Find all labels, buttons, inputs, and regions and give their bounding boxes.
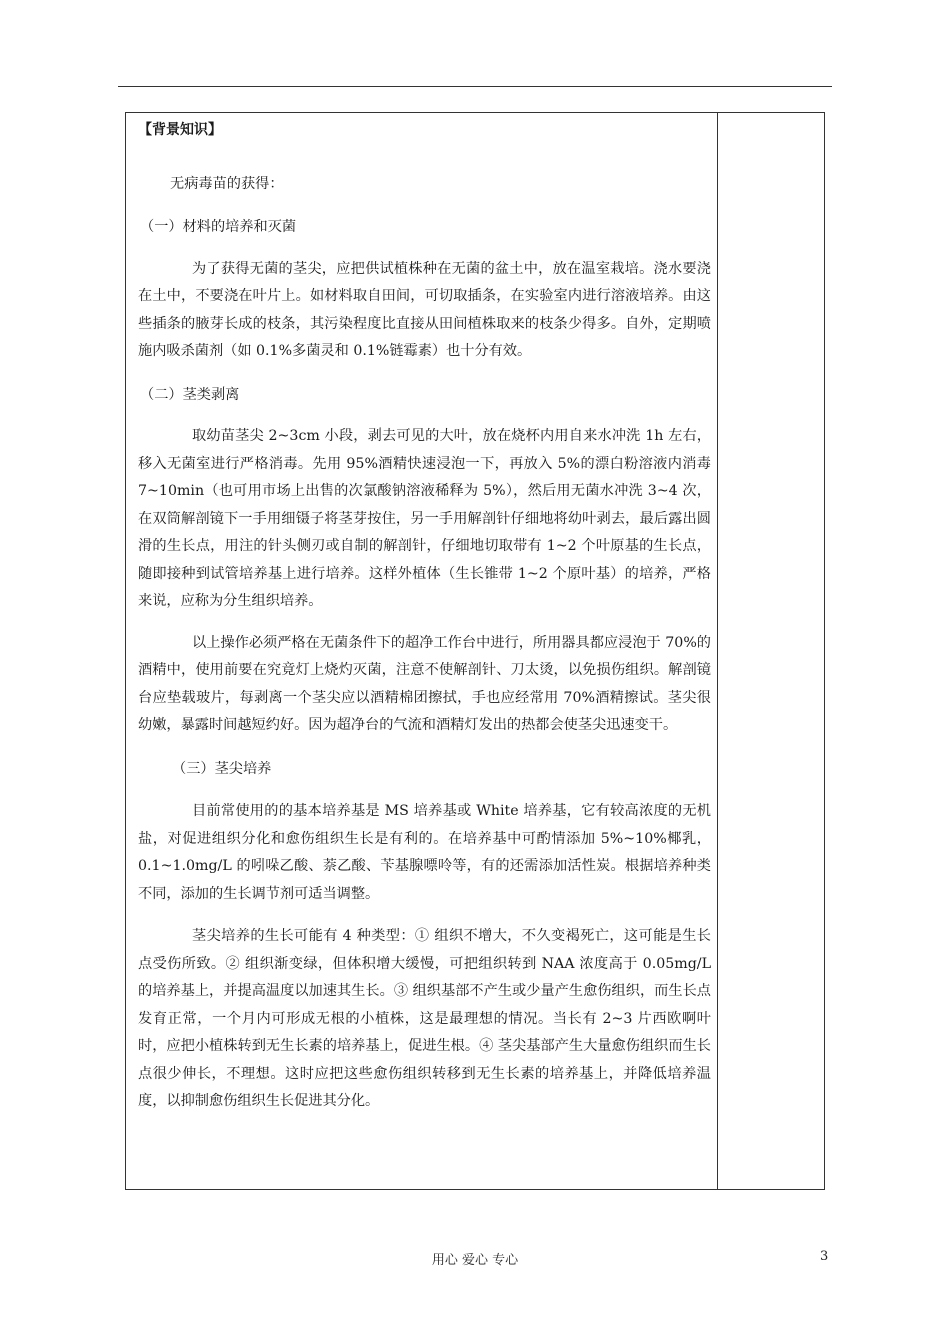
main-cell — [138, 113, 711, 1116]
footer-slogan: 用心 爱心 专心 — [431, 1253, 519, 1268]
intro-line: 无病毒苗的获得： — [170, 175, 284, 192]
column-divider — [717, 113, 718, 1189]
section3-paragraph-2: 茎尖培养的生长可能有 4 种类型：① 组织不增大，不久变褐死亡，这可能是生长点受伤所致。② 组织渐变绿，但体积增大缓慢，可把组织转到 NAA 浓度高于 0.05mg/L 的培养基上，并提高温度以加速其生长。③ 组织基部不产生或少量产生愈伤组织，而生长点发育正常，一个月内可形成无根的小植株，这是最理想的情况。当长有 2~3 片西欧啊叶时，应把小植株转到无生长素的培养基上，促进生根。④ 茎尖基部产生大量愈伤组织而生长点很少伸长，不理想。这时应把这些愈伤组织转移到无生长素的培养基上，并降低培养温度，以抑制愈伤组织生长促进其分化。 — [138, 928, 711, 1109]
section2-paragraph-1: 取幼苗茎尖 2~3cm 小段，剥去可见的大叶，放在烧杯内用自来水冲洗 1h 左右，移入无菌室进行严格消毒。先用 95%酒精快速浸泡一下，再放入 5%的漂白粉溶液内消毒 7~10min（也可用市场上出售的次氯酸钠溶液稀释为 5%），然后用无菌水冲洗 3~4 次，在双筒解剖镜下一手用细镊子将茎芽按住，另一手用解剖针仔细地将幼叶剥去，最后露出圆滑的生长点，用注的针头侧刃或自制的解剖针，仔细地切取带有 1~2 个叶原基的生长点，随即接种到试管培养基上进行培养。这样外植体（生长锥带 1~2 个原叶基）的培养，严格来说，应称为分生组织培养。 — [138, 428, 711, 609]
section2-title: （二）茎类剥离 — [140, 386, 240, 403]
header-rule — [118, 86, 832, 87]
section2-paragraph-2: 以上操作必须严格在无菌条件下的超净工作台中进行，所用器具都应浸泡于 70%的酒精中，使用前要在究竟灯上烧灼灭菌，注意不使解剖针、刀太烫，以免损伤组织。解剖镜台应垫载玻片，每剥离一个茎尖应以酒精棉团擦拭，手也应经常用 70%酒精擦试。茎尖很幼嫩，暴露时间越短约好。因为超净台的气流和酒精灯发出的热都会使茎尖迅速变干。 — [138, 634, 711, 733]
content-table — [125, 112, 825, 1190]
page-number: 3 — [820, 1249, 829, 1264]
section3-paragraph-1: 目前常使用的的基本培养基是 MS 培养基或 White 培养基，它有较高浓度的无机盐，对促进组织分化和愈伤组织生长是有利的。在培养基中可酌情添加 5%~10%椰乳，0.1~1.0mg/L 的吲哚乙酸、萘乙酸、苄基腺嘌呤等，有的还需添加活性炭。根据培养种类不同，添加的生长调节剂可适当调整。 — [138, 803, 711, 902]
section-heading: 【背景知识】 — [138, 122, 222, 138]
section1-title: （一）材料的培养和灭菌 — [140, 219, 297, 235]
section1-paragraph: 为了获得无菌的茎尖，应把供试植株种在无菌的盆土中，放在温室栽培。浇水要浇在土中，不要浇在叶片上。如材料取自田间，可切取插条，在实验室内进行溶液培养。由这些插条的腋芽长成的枝条，其污染程度比直接从田间植株取来的枝条少得多。自外，定期喷施内吸杀菌剂（如 0.1%多菌灵和 0.1%链霉素）也十分有效。 — [138, 260, 711, 359]
section3-title: （三）茎尖培养 — [172, 760, 272, 777]
